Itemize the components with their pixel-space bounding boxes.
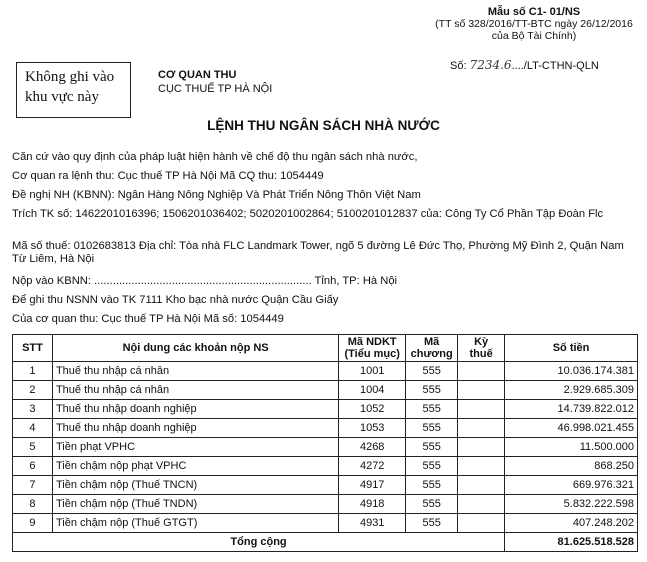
row-chuong: 555 (406, 381, 458, 400)
row-chuong: 555 (406, 457, 458, 476)
row-ky-thue (458, 514, 505, 533)
account-credit-line: Để ghi thu NSNN vào TK 7111 Kho bạc nhà nước Quận Cầu Giấy (12, 294, 339, 306)
row-amount: 669.976.321 (505, 476, 638, 495)
row-chuong: 555 (406, 495, 458, 514)
agency-name: CỤC THUẾ TP HÀ NỘI (158, 83, 273, 95)
row-stt: 3 (13, 400, 53, 419)
row-chuong: 555 (406, 400, 458, 419)
row-chuong: 555 (406, 476, 458, 495)
row-content: Thuế thu nhập doanh nghiệp (52, 419, 338, 438)
row-ndkt: 4918 (339, 495, 406, 514)
row-ky-thue (458, 457, 505, 476)
row-ky-thue (458, 400, 505, 419)
taxpayer-line: Mã số thuế: 0102683813 Địa chỉ: Tòa nhà FLC Landmark Tower, ngõ 5 đường Lê Đức Thọ, Phường Mỹ Đình 2, Quận Nam Từ Liêm, Hà Nội (12, 240, 624, 265)
table-row (13, 495, 638, 514)
row-stt: 6 (13, 457, 53, 476)
agency-block (158, 68, 272, 96)
so-handwritten: 7234.6 (469, 58, 512, 72)
row-ky-thue (458, 476, 505, 495)
row-stt: 1 (13, 362, 53, 381)
row-content: Tiền chậm nộp (Thuế TNCN) (52, 476, 338, 495)
payment-table (12, 334, 638, 552)
issuing-agency-line: Cơ quan ra lệnh thu: Cục thuế TP Hà Nội Mã CQ thu: 1054449 (12, 170, 324, 182)
basis-line: Căn cứ vào quy định của pháp luật hiện hành về chế độ thu ngân sách nhà nước, (12, 151, 418, 163)
row-stt: 7 (13, 476, 53, 495)
table-row (13, 381, 638, 400)
row-ky-thue (458, 381, 505, 400)
total-amount: 81.625.518.528 (505, 533, 638, 552)
issuer: của Bộ Tài Chính) (491, 30, 577, 42)
row-stt: 8 (13, 495, 53, 514)
row-content: Thuế thu nhập cá nhân (52, 381, 338, 400)
row-amount: 11.500.000 (505, 438, 638, 457)
row-ndkt: 4268 (339, 438, 406, 457)
row-chuong: 555 (406, 419, 458, 438)
row-ky-thue (458, 495, 505, 514)
row-stt: 2 (13, 381, 53, 400)
row-ndkt: 1001 (339, 362, 406, 381)
so-suffix: ..../LT-CTHN-QLN (511, 60, 599, 72)
header-stt: STT (13, 335, 53, 362)
form-code: Mẫu số C1- 01/NS (487, 6, 581, 18)
row-amount: 2.929.685.309 (505, 381, 638, 400)
row-stt: 5 (13, 438, 53, 457)
row-amount: 407.248.202 (505, 514, 638, 533)
header-content: Nội dung các khoản nộp NS (52, 335, 338, 362)
table-header-row (13, 335, 638, 362)
total-label: Tổng cộng (13, 533, 505, 552)
so-label: Số: (450, 60, 467, 72)
row-amount: 46.998.021.455 (505, 419, 638, 438)
row-amount: 868.250 (505, 457, 638, 476)
table-row (13, 438, 638, 457)
accounts-line: Trích TK số: 1462201016396; 1506201036402; 5020201002864; 5100201012837 của: Công Ty Cổ Phần Tập Đoàn Flc (12, 208, 604, 220)
row-ndkt: 4931 (339, 514, 406, 533)
header-ky-thue: Kỳ thuế (458, 335, 505, 362)
row-chuong: 555 (406, 362, 458, 381)
treasury-line: Nộp vào KBNN: ...................................................................... Tỉnh, TP: Hà Nội (12, 275, 398, 287)
header-amount: Số tiền (505, 335, 638, 362)
table-row (13, 514, 638, 533)
agency-of-line: Của cơ quan thu: Cục thuế TP Hà Nội Mã số: 1054449 (12, 313, 284, 325)
request-line: Đề nghị NH (KBNN): Ngân Hàng Nông Nghiệp Và Phát Triển Nông Thôn Việt Nam (12, 189, 421, 201)
agency-title: CƠ QUAN THU (158, 69, 237, 81)
row-ndkt: 1052 (339, 400, 406, 419)
table-row (13, 457, 638, 476)
row-ky-thue (458, 362, 505, 381)
row-ndkt: 4917 (339, 476, 406, 495)
row-stt: 4 (13, 419, 53, 438)
row-amount: 14.739.822.012 (505, 400, 638, 419)
no-write-line2: khu vực này (25, 89, 99, 105)
row-ndkt: 4272 (339, 457, 406, 476)
header-chuong: Mã chương (406, 335, 458, 362)
row-stt: 9 (13, 514, 53, 533)
row-content: Tiền chậm nộp (Thuế TNDN) (52, 495, 338, 514)
row-content: Thuế thu nhập cá nhân (52, 362, 338, 381)
row-content: Tiền phạt VPHC (52, 438, 338, 457)
row-ky-thue (458, 438, 505, 457)
row-content: Tiền chậm nộp phạt VPHC (52, 457, 338, 476)
row-ndkt: 1004 (339, 381, 406, 400)
doc-title: LỆNH THU NGÂN SÁCH NHÀ NƯỚC (207, 118, 440, 133)
form-code-block (429, 6, 639, 42)
row-ky-thue (458, 419, 505, 438)
table-row (13, 362, 638, 381)
row-amount: 5.832.222.598 (505, 495, 638, 514)
no-write-line1: Không ghi vào (25, 69, 115, 85)
table-row (13, 419, 638, 438)
circular-ref: (TT số 328/2016/TT-BTC ngày 26/12/2016 (435, 18, 633, 30)
row-chuong: 555 (406, 438, 458, 457)
header-ndkt: Mã NDKT (Tiểu mục) (339, 335, 406, 362)
row-ndkt: 1053 (339, 419, 406, 438)
table-row (13, 476, 638, 495)
table-row (13, 400, 638, 419)
row-chuong: 555 (406, 514, 458, 533)
no-write-box (16, 62, 131, 118)
row-content: Tiền chậm nộp (Thuế GTGT) (52, 514, 338, 533)
document-number (450, 58, 599, 72)
total-row (13, 533, 638, 552)
row-amount: 10.036.174.381 (505, 362, 638, 381)
row-content: Thuế thu nhập doanh nghiệp (52, 400, 338, 419)
